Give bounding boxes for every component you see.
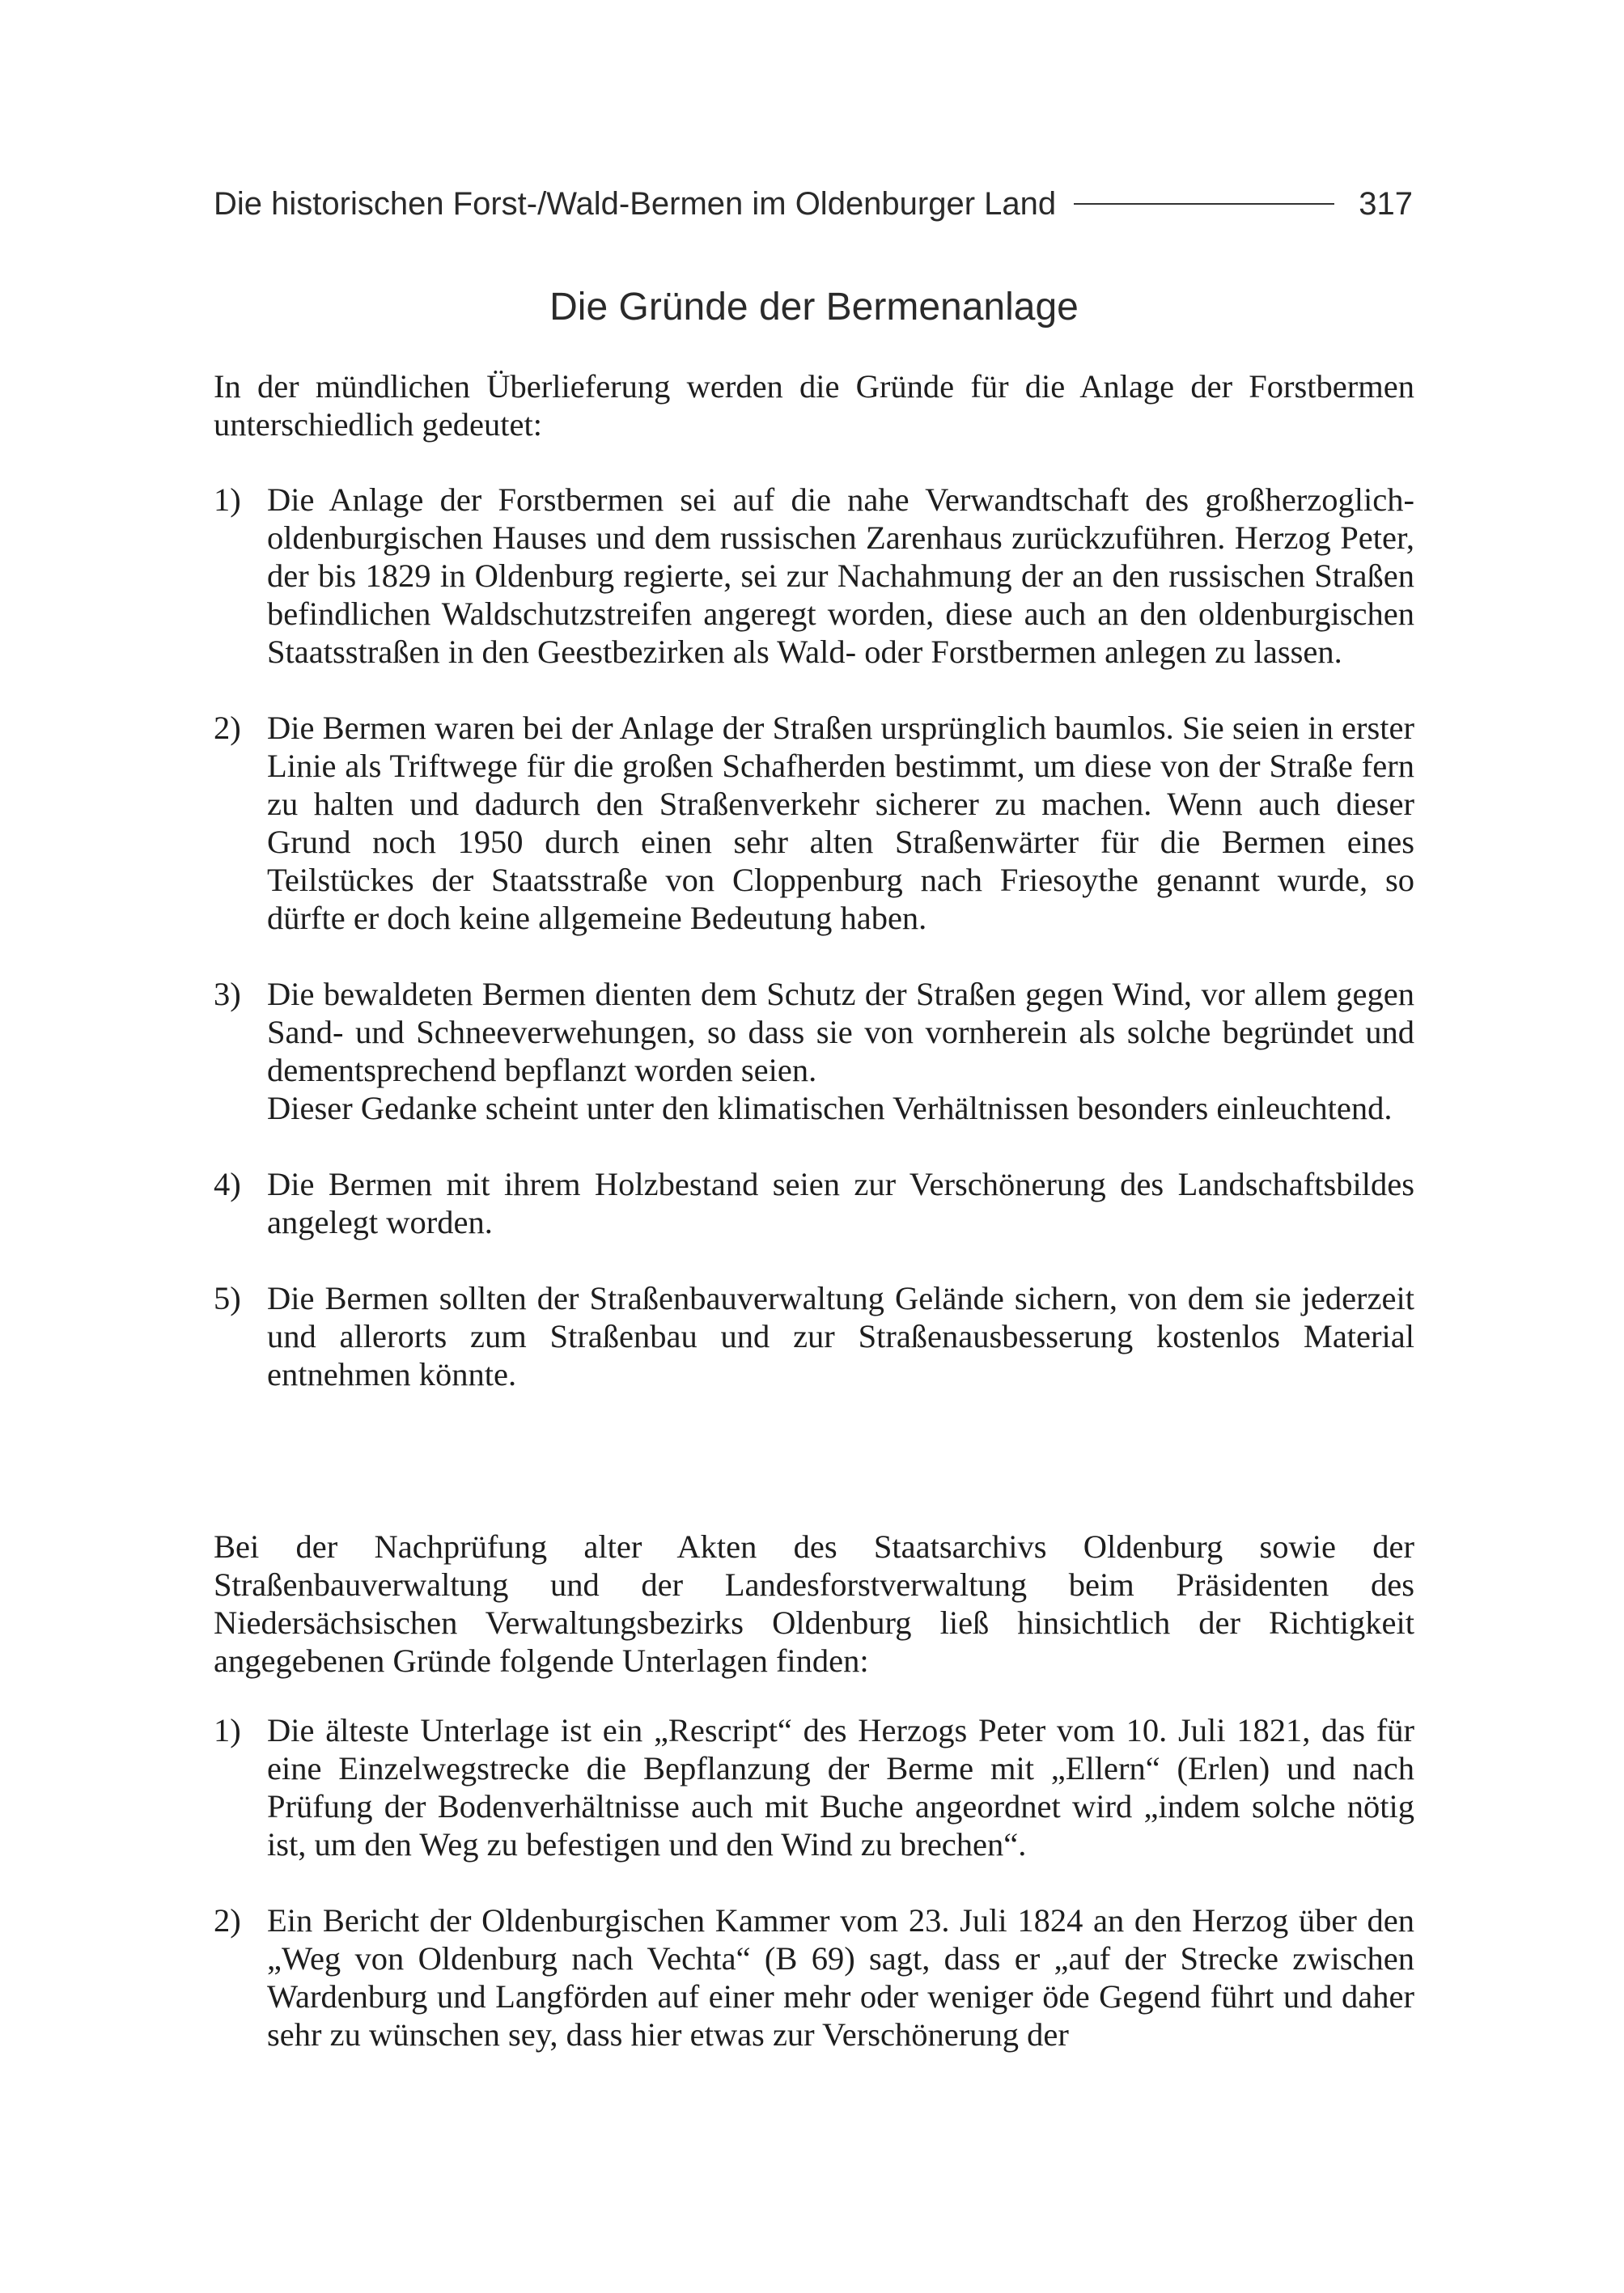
list-item-number: 2) xyxy=(214,1902,241,1939)
list-item-number: 1) xyxy=(214,481,241,518)
list-item xyxy=(214,1279,1414,1393)
list-item-text: Die bewaldeten Bermen dienten dem Schutz der Straßen gegen Wind, vor allem gegen Sand- und Schneeverwehungen, so dass sie von vornherein als solche begründet und dementsprechend bepflanzt worden seien. xyxy=(267,976,1414,1088)
running-title: Die historischen Forst-/Wald-Bermen im Oldenburger Land xyxy=(214,185,1057,222)
list-item-text: Die Anlage der Forstbermen sei auf die nahe Verwandtschaft des großherzoglich-oldenburgischen Hauses und dem russischen Zarenhaus zurückzuführen. Herzog Peter, der bis 1829 in Oldenburg regierte, sei zur Nachahmung der an den russischen Straßen befindlichen Waldschutzstreifen angeregt worden, diese auch an den oldenburgischen Staatsstraßen in den Geestbezirken als Wald- oder Forstbermen anlegen zu lassen. xyxy=(267,481,1414,670)
list-item xyxy=(214,481,1414,671)
list-item-text: Ein Bericht der Oldenburgischen Kammer vom 23. Juli 1824 an den Herzog über den „Weg von Oldenburg nach Vechta“ (B 69) sagt, dass er „auf der Strecke zwischen Wardenburg und Langförden auf einer mehr oder weniger öde Gegend führt und daher sehr zu wünschen sey, dass hier etwas zur Verschönerung der xyxy=(267,1902,1414,2053)
list-item xyxy=(214,709,1414,937)
list-item-number: 1) xyxy=(214,1712,241,1748)
list-item-text: Die Bermen waren bei der Anlage der Straßen ursprünglich baumlos. Sie seien in erster Linie als Triftwege für die großen Schafherden bestimmt, um diese von der Straße fern zu halten und dadurch den Straßenverkehr sicherer zu machen. Wenn auch dieser Grund noch 1950 durch einen sehr alten Straßenwärter für die Bermen eines Teilstückes der Staatsstraße von Cloppenburg nach Friesoythe genannt wurde, so dürfte er doch keine allgemeine Bedeutung haben. xyxy=(267,710,1414,936)
list-item xyxy=(214,1711,1414,1863)
reasons-list xyxy=(214,481,1414,1393)
header-rule xyxy=(1074,203,1334,205)
list-item-number: 3) xyxy=(214,976,241,1012)
running-header xyxy=(214,180,1413,228)
list-item-text: Die älteste Unterlage ist ein „Rescript“ des Herzogs Peter vom 10. Juli 1821, das für eine Einzelwegstrecke die Bepflanzung der Berme mit „Ellern“ (Erlen) und nach Prüfung der Bodenverhältnisse auch mit Buche angeordnet wird „indem solche nötig ist, um den Weg zu befestigen und den Wind zu brechen“. xyxy=(267,1712,1414,1863)
list-item xyxy=(214,1165,1414,1241)
summary-paragraph: Bei der Nachprüfung alter Akten des Staatsarchivs Oldenburg sowie der Straßenbauverwaltung und der Landesforstverwaltung beim Präsidenten des Niedersächsischen Verwaltungsbezirks Oldenburg ließ hinsichtlich der Richtigkeit angegebenen Gründe folgende Unterlagen finden: xyxy=(214,1528,1414,1679)
list-item xyxy=(214,975,1414,1127)
list-item xyxy=(214,1901,1414,2054)
list-item-text-continued: Dieser Gedanke scheint unter den klimatischen Verhältnissen besonders einleuchtend. xyxy=(267,1090,1393,1126)
page-number: 317 xyxy=(1359,185,1413,222)
section-title: Die Gründe der Bermenanlage xyxy=(549,286,1079,328)
intro-paragraph: In der mündlichen Überlieferung werden die Gründe für die Anlage der Forstbermen unterschiedlich gedeutet: xyxy=(214,368,1414,443)
list-item-number: 2) xyxy=(214,710,241,746)
list-item-text: Die Bermen sollten der Straßenbauverwaltung Gelände sichern, von dem sie jederzeit und allerorts zum Straßenbau und zur Straßenausbesserung kostenlos Material entnehmen könnte. xyxy=(267,1280,1414,1392)
list-item-number: 5) xyxy=(214,1280,241,1316)
documents-list xyxy=(214,1711,1414,2054)
list-item-text: Die Bermen mit ihrem Holzbestand seien zur Verschönerung des Landschaftsbildes angelegt worden. xyxy=(267,1166,1414,1240)
list-item-number: 4) xyxy=(214,1166,241,1202)
